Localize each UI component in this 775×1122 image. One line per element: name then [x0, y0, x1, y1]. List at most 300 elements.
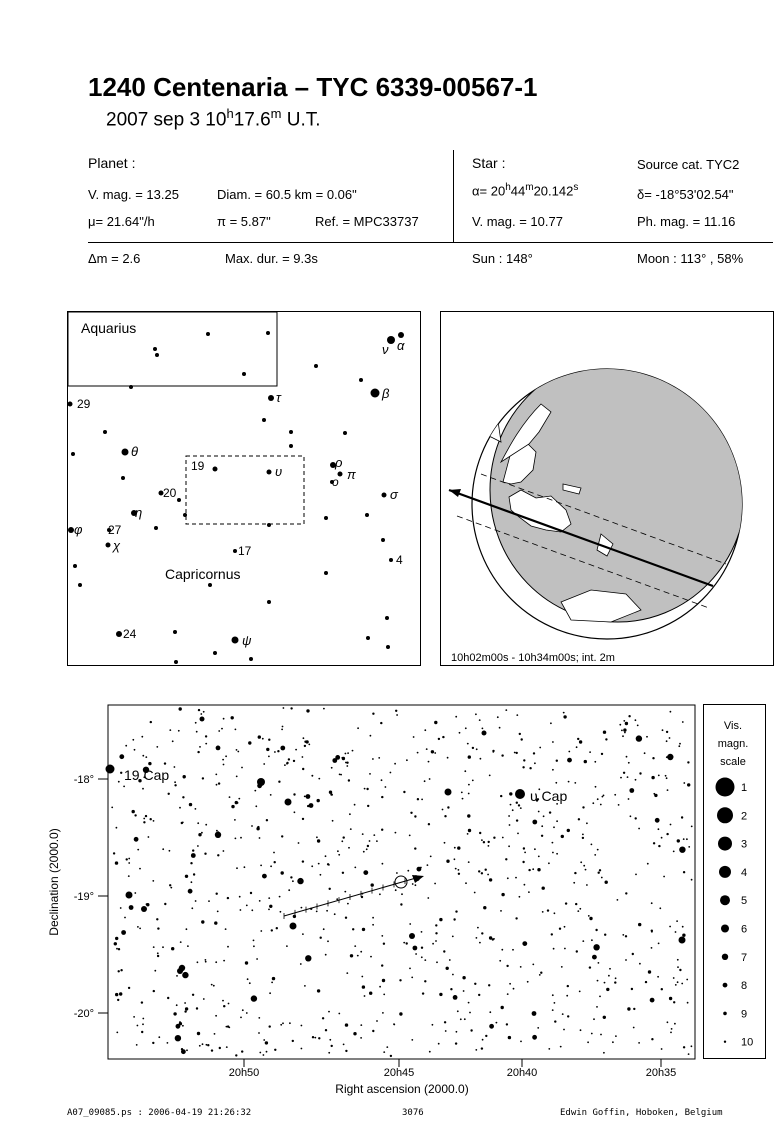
background-star	[395, 832, 397, 834]
background-star	[258, 735, 261, 738]
background-star	[372, 1030, 374, 1032]
background-star	[442, 809, 444, 811]
background-star	[644, 752, 646, 754]
background-star	[221, 728, 223, 730]
finder-star	[129, 385, 133, 389]
background-star	[673, 851, 675, 853]
background-star	[593, 944, 599, 950]
background-star	[653, 842, 655, 844]
background-star	[507, 877, 509, 879]
background-star	[120, 772, 122, 774]
background-star	[288, 758, 290, 760]
background-star	[150, 818, 152, 820]
background-star	[318, 778, 320, 780]
background-star	[215, 832, 221, 838]
background-star	[619, 724, 621, 726]
background-star	[682, 926, 684, 928]
background-star	[472, 780, 474, 782]
background-star	[506, 965, 508, 967]
background-star	[148, 762, 151, 765]
background-star	[162, 848, 164, 850]
background-star	[687, 783, 690, 786]
background-star	[421, 799, 423, 801]
background-star	[447, 757, 449, 759]
background-star	[601, 877, 603, 879]
background-star	[306, 794, 311, 799]
star-ra-minutes: 44	[510, 183, 526, 199]
background-star	[137, 1025, 139, 1027]
bright-star	[482, 731, 487, 736]
background-star	[133, 1016, 135, 1018]
background-star	[532, 820, 537, 825]
background-star	[280, 1024, 282, 1026]
background-star	[345, 762, 347, 764]
background-star	[591, 939, 593, 941]
background-star	[188, 889, 193, 894]
background-star	[328, 1011, 330, 1013]
background-star	[586, 822, 588, 824]
background-star	[129, 905, 134, 910]
background-star	[119, 754, 124, 759]
background-star	[197, 822, 199, 824]
finder-star	[324, 571, 328, 575]
background-star	[477, 927, 479, 929]
background-star	[181, 1048, 183, 1050]
background-star	[116, 1032, 118, 1034]
background-star	[226, 1046, 228, 1048]
background-star	[198, 709, 200, 711]
background-star	[446, 967, 449, 970]
finder-star	[289, 444, 293, 448]
background-star	[665, 775, 667, 777]
mag-scale-dot	[719, 866, 731, 878]
background-star	[255, 805, 257, 807]
finder-star	[386, 645, 390, 649]
background-star	[227, 946, 229, 948]
background-star	[272, 977, 275, 980]
background-star	[523, 847, 525, 849]
background-star	[334, 913, 336, 915]
mag-scale-dot	[716, 778, 735, 797]
background-star	[207, 1044, 209, 1046]
background-star	[156, 918, 158, 920]
background-star	[154, 970, 156, 972]
background-star	[415, 884, 417, 886]
background-star	[293, 760, 295, 762]
background-star	[216, 893, 218, 895]
background-star	[409, 923, 411, 925]
background-star	[446, 860, 449, 863]
background-star	[390, 1055, 392, 1057]
background-star	[475, 1049, 477, 1051]
background-star	[276, 927, 278, 929]
background-star	[217, 911, 219, 913]
background-star	[301, 1025, 303, 1027]
background-star	[488, 845, 490, 847]
background-star	[639, 772, 641, 774]
background-star	[524, 852, 526, 854]
background-star	[242, 1009, 244, 1011]
background-star	[191, 853, 196, 858]
background-star	[325, 855, 327, 857]
background-star	[415, 953, 417, 955]
background-star	[646, 736, 648, 738]
label-upsilon-name: Cap	[537, 788, 568, 804]
background-star	[573, 882, 575, 884]
finder-star	[173, 630, 177, 634]
footer-file-info: A07_09085.ps : 2006-04-19 21:26:32	[67, 1108, 252, 1118]
background-star	[434, 752, 436, 754]
background-star	[631, 988, 633, 990]
background-star	[603, 1052, 605, 1054]
star-source-catalog: Source cat. TYC2	[637, 157, 740, 172]
background-star	[274, 861, 276, 863]
background-star	[414, 815, 416, 817]
background-star	[381, 796, 383, 798]
background-star	[213, 985, 215, 987]
background-star	[500, 910, 502, 912]
background-star	[150, 721, 152, 723]
background-star	[635, 719, 637, 721]
background-star	[295, 749, 297, 751]
background-star	[197, 845, 199, 847]
background-star	[604, 934, 606, 936]
finder-star	[267, 600, 271, 604]
background-star	[260, 865, 262, 867]
background-star	[174, 784, 176, 786]
background-star	[661, 837, 663, 839]
background-star	[411, 977, 413, 979]
background-star	[152, 880, 154, 882]
background-star	[366, 788, 368, 790]
background-star	[124, 917, 126, 919]
background-star	[367, 845, 369, 847]
star-ra-seconds: 20.142	[533, 183, 574, 199]
finder-star-label: 4	[396, 553, 403, 567]
background-star	[197, 961, 199, 963]
background-star	[225, 928, 227, 930]
background-star	[270, 865, 272, 867]
background-star	[413, 736, 415, 738]
background-star	[554, 1020, 556, 1022]
background-star	[469, 1012, 471, 1014]
bright-star	[409, 933, 415, 939]
finder-star	[268, 395, 274, 401]
background-star	[427, 864, 429, 866]
mag-scale-label: 4	[741, 866, 748, 879]
background-star	[237, 802, 239, 804]
background-star	[382, 863, 384, 865]
background-star	[618, 804, 620, 806]
background-star	[246, 905, 248, 907]
background-star	[489, 1011, 491, 1013]
background-star	[682, 934, 685, 937]
finder-star-label: 29	[77, 397, 91, 411]
background-star	[340, 774, 342, 776]
background-star	[461, 792, 463, 794]
background-star	[447, 806, 449, 808]
background-star	[505, 709, 507, 711]
background-star	[222, 759, 224, 761]
magnitude-drop: Δm = 2.6	[88, 251, 141, 266]
background-star	[203, 711, 205, 713]
background-star	[196, 1007, 198, 1009]
background-star	[635, 817, 637, 819]
background-star	[608, 975, 610, 977]
background-star	[524, 884, 526, 886]
background-star	[284, 764, 286, 766]
finder-star	[385, 616, 389, 620]
finder-star	[68, 402, 73, 407]
background-star	[182, 796, 184, 798]
finder-star	[266, 331, 270, 335]
background-star	[515, 877, 517, 879]
background-star	[509, 792, 512, 795]
background-star	[683, 1046, 685, 1048]
finder-stars	[68, 331, 404, 664]
background-star	[431, 750, 434, 753]
mag-scale-label: 6	[741, 923, 748, 936]
background-star	[120, 969, 122, 971]
background-star	[537, 868, 540, 871]
background-star	[346, 765, 348, 767]
background-star	[538, 811, 540, 813]
background-star	[671, 1028, 673, 1030]
background-star	[638, 1042, 640, 1044]
background-star	[568, 751, 570, 753]
background-star	[203, 998, 205, 1000]
star-phmag: Ph. mag. = 11.16	[637, 214, 736, 229]
background-star	[316, 836, 318, 838]
background-star	[568, 781, 570, 783]
bright-star	[445, 789, 452, 796]
background-star	[331, 767, 333, 769]
background-star	[380, 722, 382, 724]
bright-star	[290, 923, 297, 930]
finder-star	[232, 637, 239, 644]
background-star	[559, 928, 561, 930]
finder-star-label: 19	[191, 459, 205, 473]
background-star	[204, 853, 206, 855]
background-star	[591, 844, 593, 846]
background-star	[576, 746, 578, 748]
background-star	[141, 736, 143, 738]
planet-diameter: Diam. = 60.5 km = 0.06"	[217, 187, 357, 202]
star-vmag: V. mag. = 10.77	[472, 214, 563, 229]
background-star	[645, 981, 647, 983]
background-star	[407, 870, 409, 872]
background-star	[593, 1018, 595, 1020]
background-star	[372, 917, 374, 919]
background-star	[686, 838, 688, 840]
background-star	[679, 969, 681, 971]
background-star	[432, 943, 434, 945]
background-star	[142, 1023, 144, 1025]
background-star	[182, 972, 188, 978]
background-star	[522, 861, 524, 863]
background-star	[478, 994, 480, 996]
globe-view	[440, 311, 774, 666]
finder-star-label: β	[382, 386, 390, 401]
background-star	[435, 940, 437, 942]
background-star	[452, 974, 454, 976]
background-star	[601, 753, 603, 755]
background-star	[371, 883, 374, 886]
background-star	[348, 847, 350, 849]
background-star	[480, 758, 482, 760]
background-star	[301, 1048, 303, 1050]
background-star	[516, 714, 518, 716]
background-star	[157, 952, 159, 954]
background-star	[617, 899, 619, 901]
background-star	[113, 852, 115, 854]
mag-scale-dot	[721, 925, 729, 933]
background-star	[482, 728, 484, 730]
background-star	[169, 729, 171, 731]
background-star	[342, 757, 345, 760]
background-star	[657, 976, 659, 978]
background-star	[468, 784, 470, 786]
background-star	[301, 907, 303, 909]
finder-star	[324, 516, 328, 520]
background-star	[273, 852, 275, 854]
background-star	[687, 1002, 689, 1004]
label-19-cap: 19 Cap	[124, 767, 170, 783]
background-star	[548, 1048, 550, 1050]
background-star	[627, 776, 629, 778]
footer-author: Edwin Goffin, Hoboken, Belgium	[560, 1108, 723, 1118]
finder-star-label: 20	[163, 486, 177, 500]
background-star	[259, 1052, 261, 1054]
background-star	[479, 832, 481, 834]
background-star	[199, 746, 201, 748]
page-title: 1240 Centenaria – TYC 6339-00567-1	[88, 72, 538, 102]
background-star	[556, 853, 558, 855]
background-star	[505, 858, 507, 860]
background-star	[253, 945, 255, 947]
background-star	[629, 788, 634, 793]
background-star	[323, 928, 325, 930]
background-star	[628, 762, 630, 764]
background-star	[366, 848, 368, 850]
background-star	[414, 847, 416, 849]
background-star	[520, 966, 522, 968]
finder-star-label: υ	[275, 464, 283, 479]
background-star	[501, 893, 504, 896]
finder-star-label: χ	[113, 538, 121, 553]
bright-star	[126, 892, 133, 899]
background-star	[432, 1024, 434, 1026]
finder-star	[155, 353, 159, 357]
background-star	[454, 858, 456, 860]
background-star	[468, 829, 471, 832]
background-star	[372, 758, 374, 760]
background-star	[410, 812, 412, 814]
background-star	[185, 1007, 188, 1010]
background-star	[302, 768, 304, 770]
background-star	[468, 755, 471, 758]
background-star	[381, 779, 383, 781]
background-star	[452, 936, 454, 938]
background-star	[254, 790, 256, 792]
background-star	[683, 782, 685, 784]
background-star	[250, 892, 252, 894]
background-star	[240, 837, 242, 839]
background-star	[534, 848, 536, 850]
background-star	[399, 979, 401, 981]
background-star	[691, 879, 693, 881]
mag-scale-dots	[716, 778, 754, 1049]
event-date: 2007 sep 3 10	[106, 109, 227, 131]
time-system: U.T.	[281, 109, 321, 131]
background-star	[383, 1051, 385, 1053]
background-star	[134, 814, 136, 816]
background-star	[205, 959, 207, 961]
star-ra-m-unit: m	[525, 182, 534, 193]
background-star	[492, 750, 494, 752]
background-star	[152, 1042, 154, 1044]
background-star	[164, 762, 166, 764]
background-star	[281, 835, 283, 837]
background-star	[379, 893, 381, 895]
background-star	[128, 875, 130, 877]
background-star	[528, 891, 530, 893]
planet-parallax: π = 5.87"	[217, 214, 271, 229]
background-star	[258, 1032, 260, 1034]
background-star	[467, 814, 470, 817]
background-star	[303, 737, 305, 739]
background-star	[434, 721, 437, 724]
background-star	[522, 766, 524, 768]
finder-star-label: σ	[390, 487, 398, 502]
background-star	[338, 1013, 340, 1015]
background-star	[361, 976, 363, 978]
background-star	[520, 807, 522, 809]
background-star	[168, 793, 170, 795]
background-star	[639, 963, 641, 965]
background-star	[661, 1048, 663, 1050]
background-star	[605, 738, 607, 740]
background-star	[582, 834, 584, 836]
background-star	[658, 943, 660, 945]
background-star	[582, 837, 584, 839]
mag-scale-label: 2	[741, 810, 748, 823]
finder-chart-svg	[68, 312, 420, 665]
background-star	[332, 820, 334, 822]
background-star	[146, 903, 149, 906]
background-star	[240, 1017, 242, 1019]
background-star	[666, 756, 668, 758]
finder-star	[381, 538, 385, 542]
background-star	[458, 869, 460, 871]
background-star	[349, 813, 351, 815]
background-star	[343, 836, 345, 838]
background-star	[331, 1045, 333, 1047]
landmass-india	[481, 407, 501, 442]
background-star	[648, 970, 651, 973]
background-star	[609, 968, 611, 970]
background-star	[331, 794, 333, 796]
finder-star	[183, 513, 187, 517]
background-star	[427, 897, 429, 899]
background-star	[533, 752, 535, 754]
background-star	[556, 820, 558, 822]
background-star	[519, 733, 521, 735]
background-star	[457, 846, 460, 849]
background-star	[341, 840, 343, 842]
background-star	[485, 869, 487, 871]
finder-star-label: τ	[276, 390, 281, 405]
